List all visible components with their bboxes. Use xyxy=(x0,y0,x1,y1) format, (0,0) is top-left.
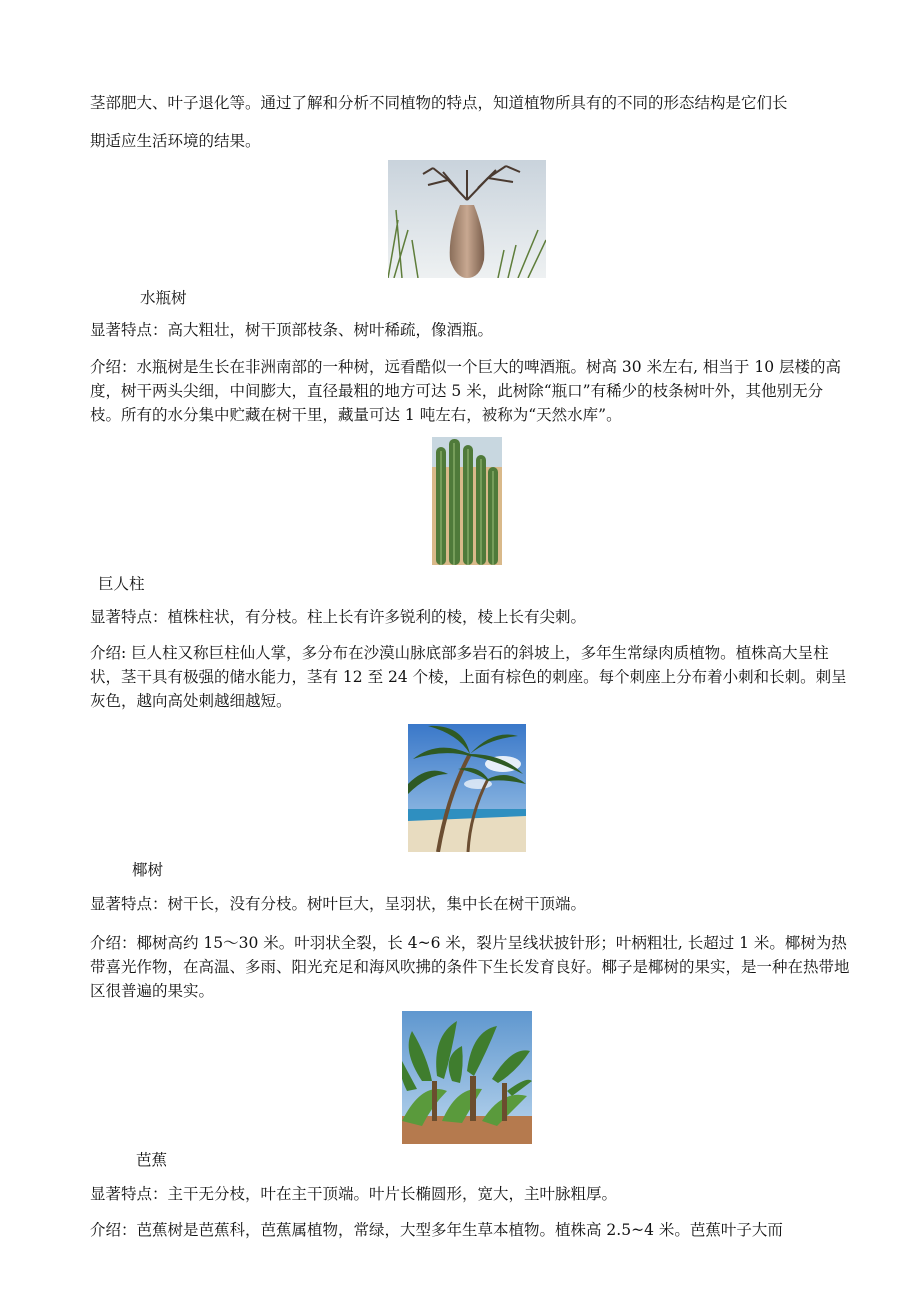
saguaro-feature: 显著特点：植株柱状，有分枝。柱上长有许多锐利的棱，棱上长有尖刺。 xyxy=(90,608,587,626)
intro-line-1: 茎部肥大、叶子退化等。通过了解和分析不同植物的特点，知道植物所具有的不同的形态结构是它们长 xyxy=(90,94,788,112)
saguaro-caption: 巨人柱 xyxy=(98,575,145,593)
bottle-tree-feature: 显著特点：高大粗壮，树干顶部枝条、树叶稀疏，像酒瓶。 xyxy=(90,321,494,339)
saguaro-photo xyxy=(432,437,502,565)
bottle-tree-caption: 水瓶树 xyxy=(140,289,187,307)
banana-plant-photo xyxy=(402,1011,532,1144)
intro-line-2: 期适应生活环境的结果。 xyxy=(90,132,261,150)
coconut-palm-description: 介绍：椰树高约 15～30 米。叶羽状全裂，长 4~6 米，裂片呈线状披针形；叶柄粗壮, 长超过 1 米。椰树为热带喜光作物，在高温、多雨、阳光充足和海风吹拂的条件下生长发育良好。椰子是椰树的果实，是一种在热带地区很普遍的果实。 xyxy=(90,934,850,1000)
banana-plant-caption: 芭蕉 xyxy=(136,1151,168,1169)
saguaro-description: 介绍: 巨人柱又称巨柱仙人掌，多分布在沙漠山脉底部多岩石的斜坡上，多年生常绿肉质植物。植株高大呈柱状，茎干具有极强的储水能力，茎有 12 至 24 个棱，上面有棕色的刺座。每个刺座上分布着小刺和长刺。刺呈灰色，越向高处刺越细越短。 xyxy=(90,644,847,710)
bottle-tree-photo xyxy=(388,160,546,278)
coconut-palm-feature: 显著特点：树干长，没有分枝。树叶巨大，呈羽状，集中长在树干顶端。 xyxy=(90,895,587,913)
coconut-palm-photo xyxy=(408,724,526,852)
banana-plant-description: 介绍：芭蕉树是芭蕉科，芭蕉属植物，常绿，大型多年生草本植物。植株高 2.5~4 米。芭蕉叶子大而 xyxy=(90,1221,783,1239)
banana-plant-feature: 显著特点：主干无分枝，叶在主干顶端。叶片长椭圆形，宽大，主叶脉粗厚。 xyxy=(90,1185,618,1203)
bottle-tree-description: 介绍：水瓶树是生长在非洲南部的一种树，远看酷似一个巨大的啤酒瓶。树高 30 米左右, 相当于 10 层楼的高度，树干两头尖细，中间膨大，直径最粗的地方可达 5 米，此树除“瓶口”有稀少的枝条树叶外，其他别无分枝。所有的水分集中贮藏在树干里，藏量可达 1 吨左右，被称为“天然水库”。 xyxy=(90,358,842,424)
coconut-palm-caption: 椰树 xyxy=(132,861,164,879)
